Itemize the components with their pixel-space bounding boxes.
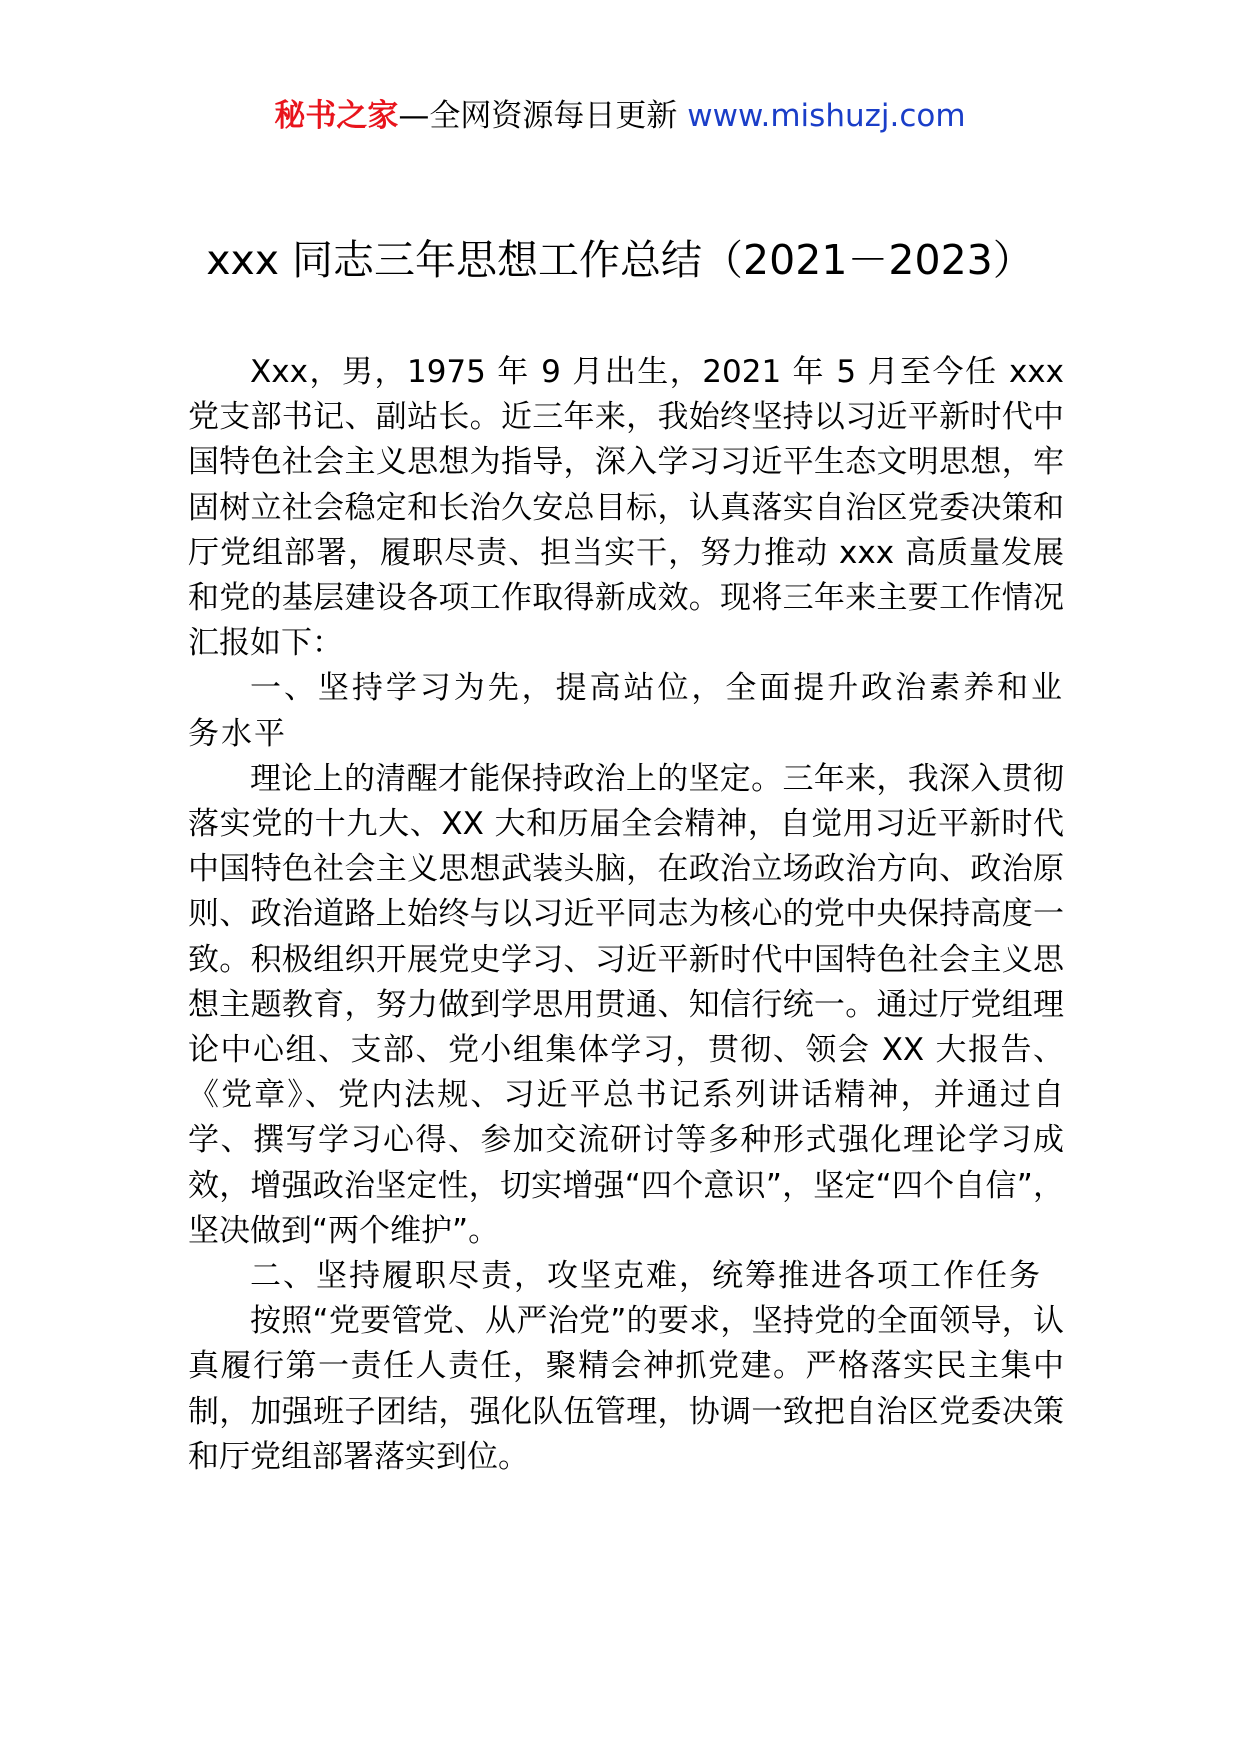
brand-name: 秘书之家	[274, 98, 399, 134]
body-paragraph: 理论上的清醒才能保持政治上的坚定。三年来，我深入贯彻落实党的十九大、XX 大和历届全会精神，自觉用习近平新时代中国特色社会主义思想武装头脑，在政治立场政治方向、政治原则、政治道路上始终与以习近平同志为核心的党中央保持高度一致。积极组织开展党史学习、习近平新时代中国特色社会主义思想主题教育，努力做到学思用贯通、知信行统一。通过厅党组理论中心组、支部、党小组集体学习，贯彻、领会 XX 大报告、《党章》、党内法规、习近平总书记系列讲话精神，并通过自学、撰写学习心得、参加交流研讨等多种形式强化理论学习成效，增强政治坚定性，切实增强“四个意识”，坚定“四个自信”，坚决做到“两个维护”。	[188, 760, 1064, 1249]
section-heading: 一、坚持学习为先，提高站位，全面提升政治素养和业务水平	[188, 670, 1064, 752]
body-paragraph: Xxx，男，1975 年 9 月出生，2021 年 5 月至今任 xxx 党支部书记、副站长。近三年来，我始终坚持以习近平新时代中国特色社会主义思想为指导，深入学习习近平生态文明思想，牢固树立社会稳定和长治久安总目标，认真落实自治区党委决策和厅党组部署，履职尽责、担当实干，努力推动 xxx 高质量发展和党的基层建设各项工作取得新成效。现将三年来主要工作情况汇报如下：	[188, 354, 1064, 662]
document-title: xxx 同志三年思想工作总结（2021－2023）	[206, 236, 1034, 284]
body-paragraph: 按照“党要管党、从严治党”的要求，坚持党的全面领导，认真履行第一责任人责任，聚精会神抓党建。严格落实民主集中制，加强班子团结，强化队伍管理，协调一致把自治区党委决策和厅党组部署落实到位。	[188, 1303, 1064, 1475]
document-body	[188, 350, 1064, 1480]
site-url-link[interactable]: www.mishuzj.com	[687, 98, 966, 134]
section-heading: 二、坚持履职尽责，攻坚克难，统筹推进各项工作任务	[250, 1258, 1042, 1295]
header-tagline: —全网资源每日更新	[398, 98, 688, 134]
site-header	[0, 96, 1240, 136]
